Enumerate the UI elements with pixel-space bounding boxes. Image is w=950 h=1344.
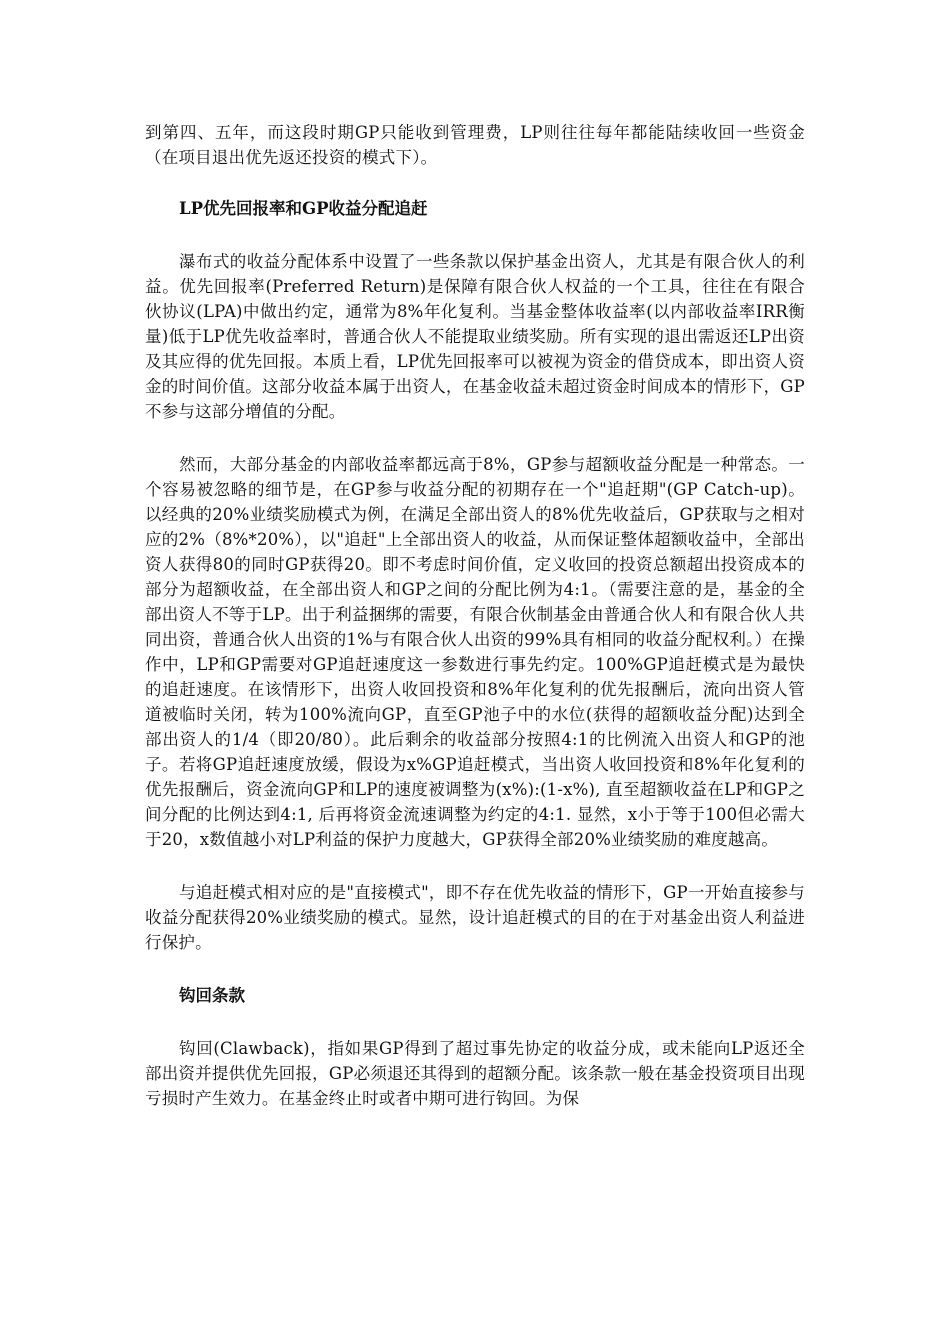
document-page <box>145 120 805 1111</box>
paragraph-clawback: 钩回(Clawback)，指如果GP得到了超过事先协定的收益分成，或未能向LP返还全部出资并提供优先回报，GP必须退还其得到的超额分配。该条款一般在基金投资项目出现亏损时产生效力。在基金终止时或者中期可进行钩回。为保 <box>145 1039 805 1108</box>
paragraph-catch-up: 然而，大部分基金的内部收益率都远高于8%，GP参与超额收益分配是一种常态。一个容易被忽略的细节是，在GP参与收益分配的初期存在一个"追赶期"(GP Catch-up)。以经典的20%业绩奖励模式为例，在满足全部出资人的8%优先收益后，GP获取与之相对应的2%（8%*20%），以"追赶"上全部出资人的收益，从而保证整体超额收益中，全部出资人获得80的同时GP获得20。即不考虑时间价值，定义收回的投资总额超出投资成本的部分为超额收益，在全部出资人和GP之间的分配比例为4:1。（需要注意的是，基金的全部出资人不等于LP。出于利益捆绑的需要，有限合伙制基金由普通合伙人和有限合伙人共同出资，普通合伙人出资的1%与有限合伙人出资的99%具有相同的收益分配权利。）在操作中，LP和GP需要对GP追赶速度这一参数进行事先约定。100%GP追赶模式是为最快的追赶速度。在该情形下，出资人收回投资和8%年化复利的优先报酬后，流向出资人管道被临时关闭，转为100%流向GP，直至GP池子中的水位(获得的超额收益分配)达到全部出资人的1/4（即20/80）。此后剩余的收益部分按照4:1的比例流入出资人和GP的池子。若将GP追赶速度放缓，假设为x%GP追赶模式，当出资人收回投资和8%年化复利的优先报酬后，资金流向GP和LP的速度被调整为(x%):(1-x%), 直至超额收益在LP和GP之间分配的比例达到4:1, 后再将资金流速调整为约定的4:1. 显然，x小于等于100但必需大于20，x数值越小对LP利益的保护力度越大，GP获得全部20%业绩奖励的难度越高。 <box>145 455 805 849</box>
section-heading-clawback: 钩回条款 <box>179 986 245 1005</box>
intro-paragraph: 到第四、五年，而这段时期GP只能收到管理费，LP则往往每年都能陆续收回一些资金（在项目退出优先返还投资的模式下）。 <box>145 123 805 167</box>
paragraph-direct-mode: 与追赶模式相对应的是"直接模式"，即不存在优先收益的情形下，GP一开始直接参与收益分配获得20%业绩奖励的模式。显然，设计追赶模式的目的在于对基金出资人利益进行保护。 <box>145 883 805 952</box>
section-heading-preferred-return: LP优先回报率和GP收益分配追赶 <box>179 199 428 218</box>
paragraph-preferred-return: 瀑布式的收益分配体系中设置了一些条款以保护基金出资人，尤其是有限合伙人的利益。优先回报率(Preferred Return)是保障有限合伙人权益的一个工具，往往在有限合伙协议(LPA)中做出约定，通常为8%年化复利。当基金整体收益率(以内部收益率IRR衡量)低于LP优先收益率时，普通合伙人不能提取业绩奖励。所有实现的退出需返还LP出资及其应得的优先回报。本质上看，LP优先回报率可以被视为资金的借贷成本，即出资人资金的时间价值。这部分收益本属于出资人，在基金收益未超过资金时间成本的情形下，GP不参与这部分增值的分配。 <box>145 252 805 421</box>
